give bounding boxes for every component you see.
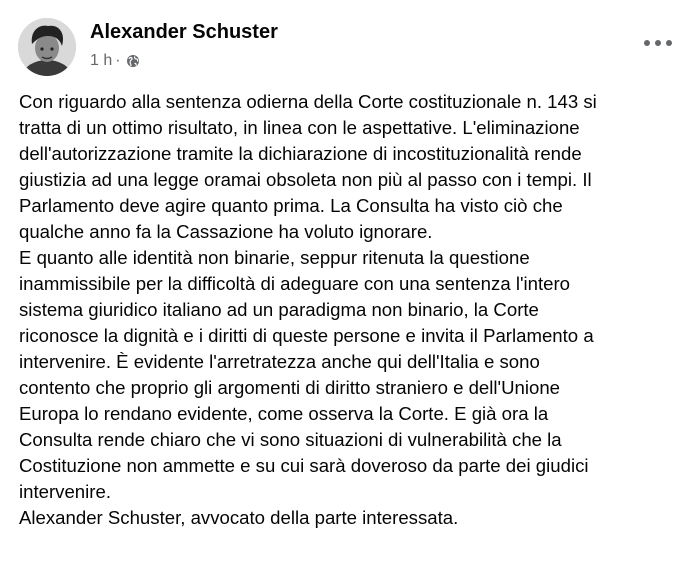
post-text-line: Alexander Schuster, avvocato della parte interessata. [19, 507, 459, 528]
meta-separator: · [115, 52, 121, 69]
more-dot [666, 40, 672, 46]
post-text-line: Europa lo rendano evidente, come osserva la Corte. E già ora la [19, 403, 549, 424]
post-text-line: Con riguardo alla sentenza odierna della Corte costituzionale n. 143 si [19, 91, 597, 112]
post-text-line: Consulta rende chiaro che vi sono situazioni di vulnerabilità che la [19, 429, 562, 450]
post-text-line: qualche anno fa la Cassazione ha voluto ignorare. [19, 221, 433, 242]
avatar[interactable] [18, 18, 76, 76]
globe-icon[interactable] [126, 54, 140, 68]
post-text-line: intervenire. [19, 481, 111, 502]
post-text-line: contento che proprio gli argomenti di diritto straniero e dell'Unione [19, 377, 561, 398]
post-body [19, 89, 689, 531]
post-text-line: E quanto alle identità non binarie, seppur ritenuta la questione [19, 247, 530, 268]
post-text-line: intervenire. È evidente l'arretratezza anche qui dell'Italia e sono [19, 351, 540, 372]
post-meta [90, 52, 140, 70]
post-text-line: Parlamento deve agire quanto prima. La Consulta ha visto ciò che [19, 195, 563, 216]
post-text-line: giustizia ad una legge oramai obsoleta non più al passo con i tempi. Il [19, 169, 592, 190]
post-text-line: riconosce la dignità e i diritti di queste persone e invita il Parlamento a [19, 325, 594, 346]
post-text-line: sistema giuridico italiano ad un paradigma non binario, la Corte [19, 299, 539, 320]
post-header [18, 16, 682, 76]
post-text-line: Costituzione non ammette e su cui sarà doveroso da parte dei giudici [19, 455, 589, 476]
more-dot [655, 40, 661, 46]
post-text-line: dell'autorizzazione tramite la dichiarazione di incostituzionalità rende [19, 143, 582, 164]
author-name[interactable]: Alexander Schuster [90, 21, 278, 43]
post-text-line: inammissibile per la difficoltà di adeguare con una sentenza l'intero [19, 273, 571, 294]
post-text-line: tratta di un ottimo risultato, in linea con le aspettative. L'eliminazione [19, 117, 580, 138]
post-time[interactable]: 1 h [90, 52, 113, 69]
more-options-icon[interactable] [644, 36, 672, 50]
more-dot [644, 40, 650, 46]
